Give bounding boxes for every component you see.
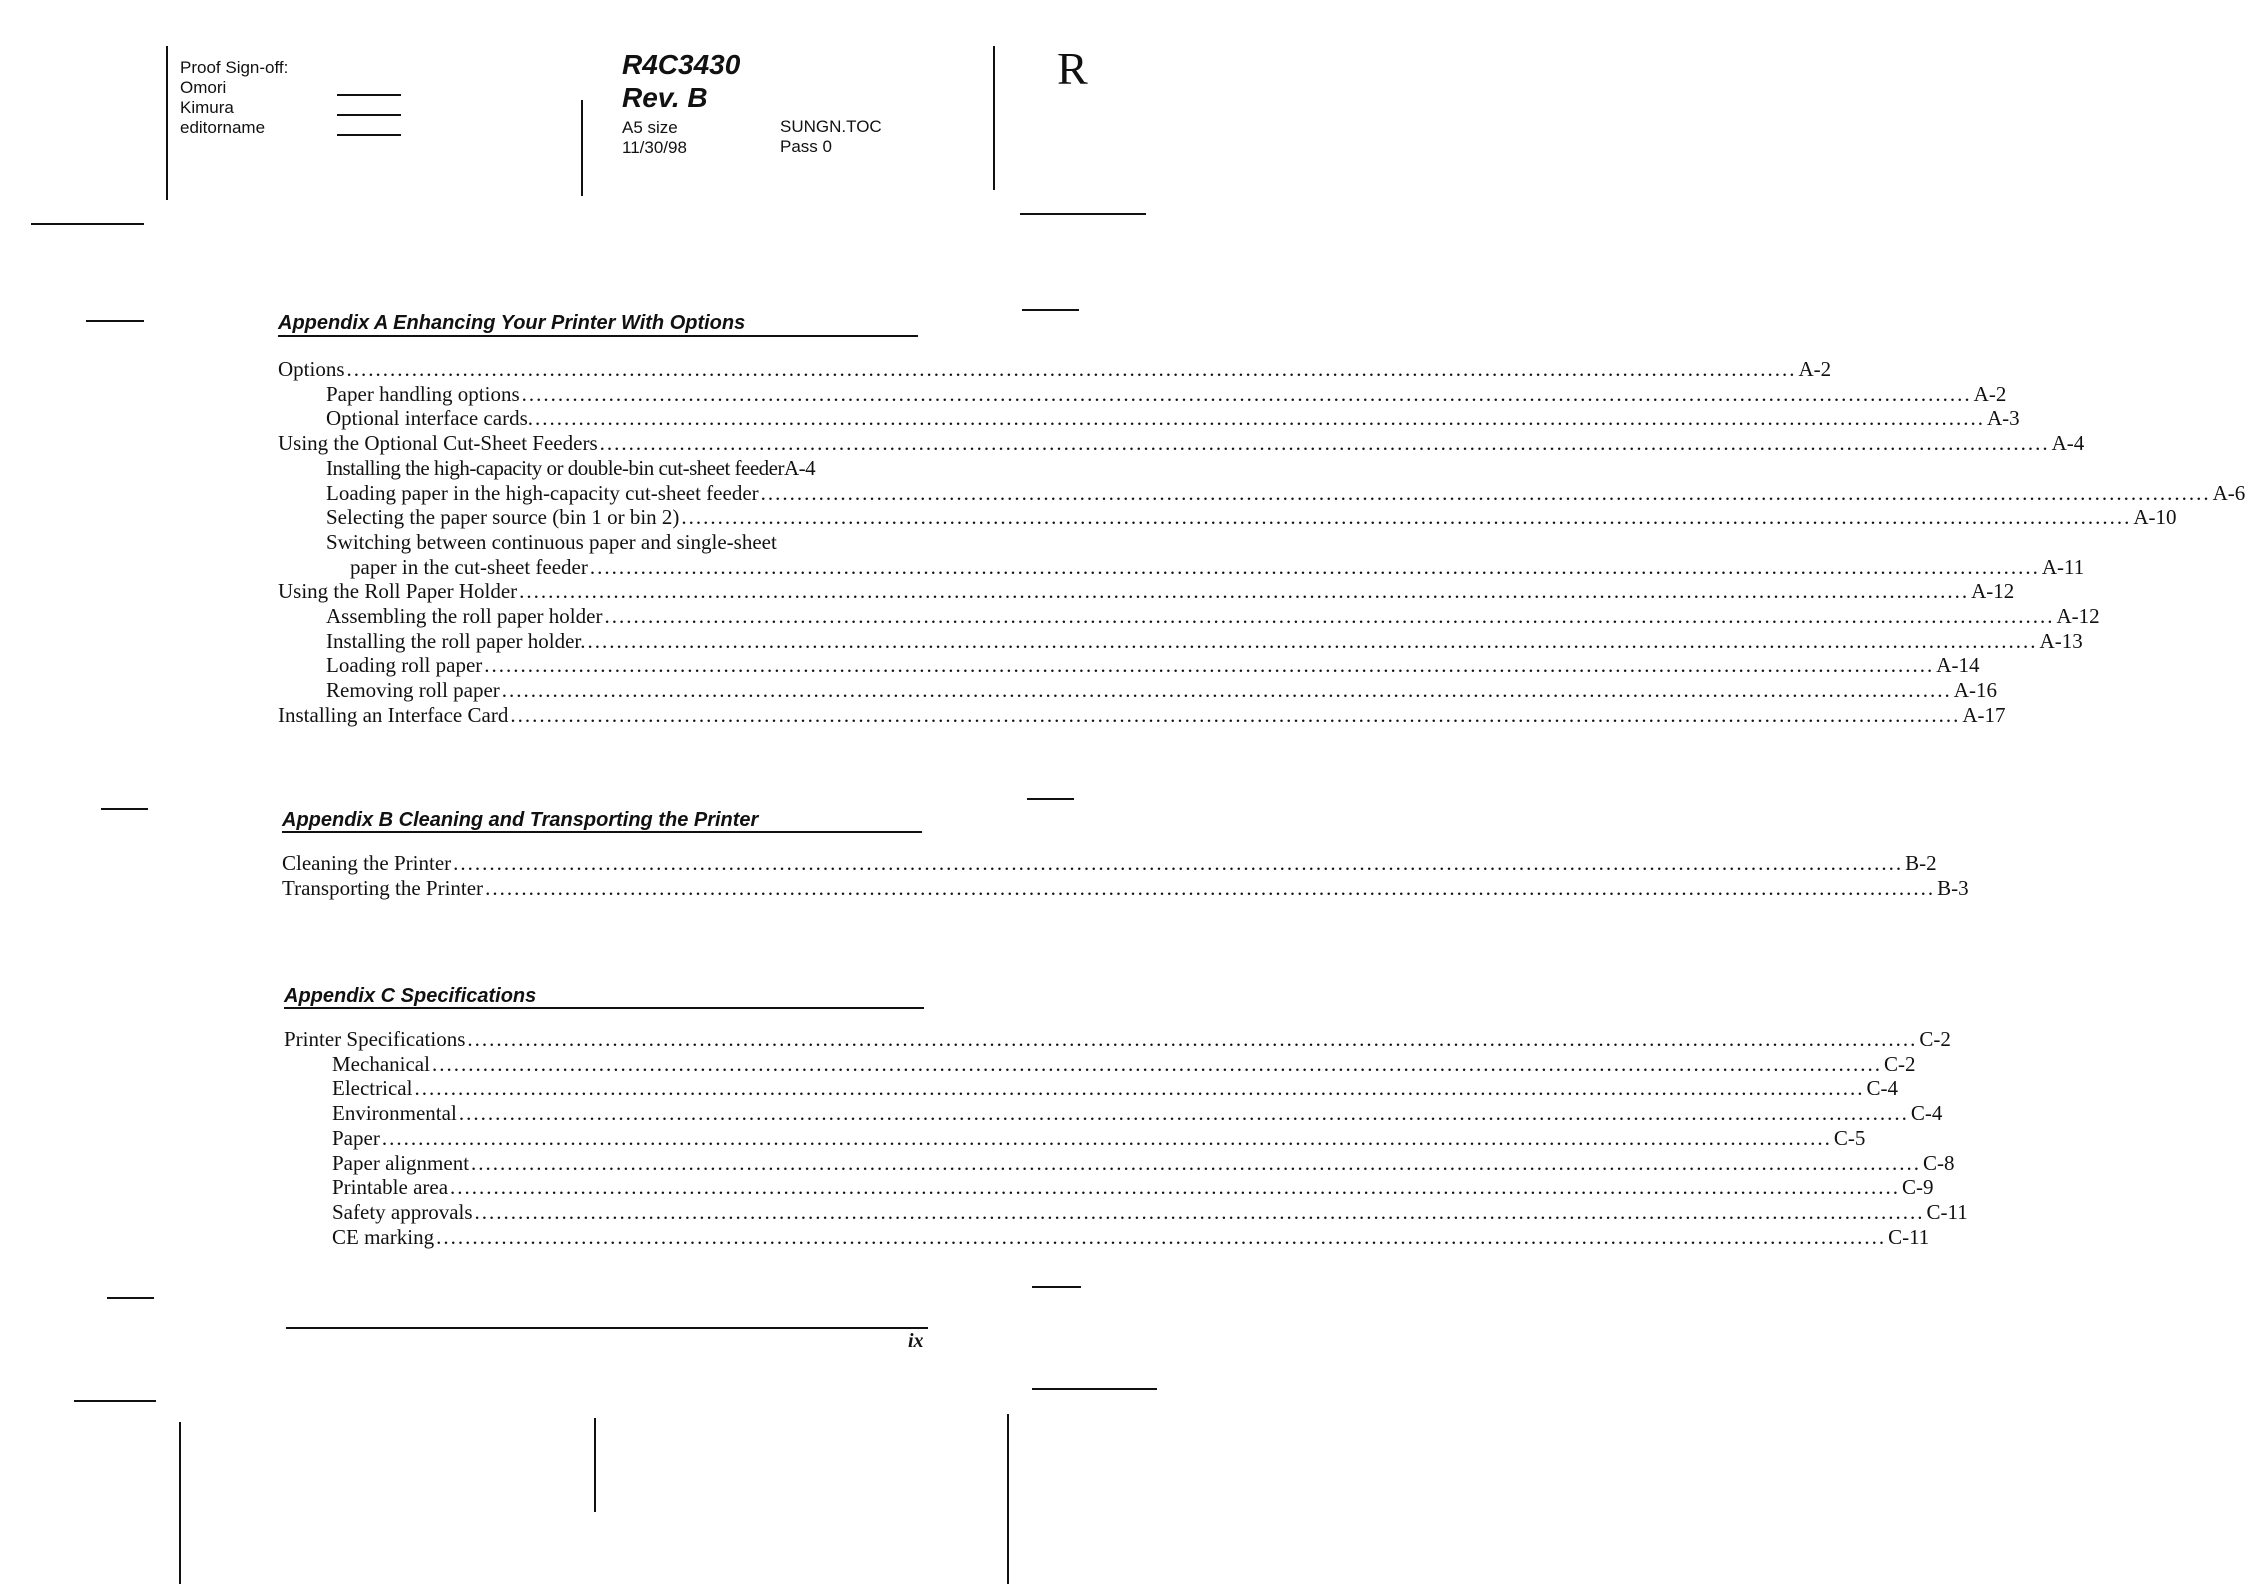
dot-leader: ........................................................................................................................................................................................................ xyxy=(471,1150,1922,1175)
dot-leader: ........................................................................................................................................................................................................ xyxy=(760,480,2211,505)
toc-entry-title: Loading roll paper xyxy=(326,653,483,678)
crop-mark xyxy=(1020,213,1146,215)
toc-entry[interactable] xyxy=(278,406,2020,431)
toc-entry-title: Using the Roll Paper Holder xyxy=(278,579,518,604)
toc-entry[interactable] xyxy=(278,431,2085,456)
proof-signoff xyxy=(180,58,288,138)
signoff-line-omori xyxy=(337,94,401,96)
crop-mark xyxy=(1032,1388,1157,1390)
toc-list-appendix-b xyxy=(282,851,1969,900)
section-title-appendix-b: Appendix B Cleaning and Transporting the Printer xyxy=(282,809,759,831)
toc-entry-page: B-3 xyxy=(1937,875,1969,900)
toc-entry-page: C-9 xyxy=(1902,1175,1934,1200)
toc-entry[interactable] xyxy=(278,653,1980,678)
toc-entry[interactable] xyxy=(284,1051,1916,1077)
section-rule xyxy=(282,831,922,833)
footer-rule xyxy=(286,1327,928,1329)
dot-leader: ........................................................................................................................................................................................................ xyxy=(535,406,1985,431)
toc-entry-title: Safety approvals xyxy=(332,1199,473,1224)
crop-mark xyxy=(107,1297,154,1299)
toc-entry-page: A-3 xyxy=(1987,406,2020,431)
toc-entry[interactable] xyxy=(284,1224,1930,1250)
toc-entry[interactable] xyxy=(282,851,1937,876)
dot-leader: ........................................................................................................................................................................................................ xyxy=(521,381,1972,406)
toc-entry-page: C-11 xyxy=(1926,1199,1968,1224)
dot-leader: ........................................................................................................................................................................................................ xyxy=(458,1101,1909,1126)
dot-leader: ........................................................................................................................................................................................................ xyxy=(485,875,1936,900)
proof-signoff-label: Proof Sign-off: xyxy=(180,58,289,77)
crop-mark xyxy=(86,320,144,322)
dot-leader: ........................................................................................................................................................................................................ xyxy=(589,554,2040,579)
toc-entry-title: Transporting the Printer xyxy=(282,875,484,900)
toc-entry[interactable] xyxy=(278,456,904,481)
toc-entry[interactable] xyxy=(278,554,2085,580)
section-rule xyxy=(278,335,918,337)
document-code: R4C3430 xyxy=(622,49,741,80)
header-right-divider xyxy=(993,46,995,190)
toc-entry[interactable] xyxy=(278,357,1832,382)
toc-entry[interactable] xyxy=(278,678,1997,703)
toc-entry-page: A-11 xyxy=(2041,554,2085,579)
toc-entry-page: C-5 xyxy=(1833,1125,1866,1150)
dot-leader: ........................................................................................................................................................................................................ xyxy=(604,604,2055,629)
toc-entry-page: C-2 xyxy=(1883,1051,1916,1076)
toc-entry-title: Removing roll paper xyxy=(326,678,500,703)
document-file: SUNGN.TOC xyxy=(780,117,882,136)
dot-leader: ........................................................................................................................................................................................................ xyxy=(431,1051,1882,1076)
toc-entry-title: Installing the high-capacity or double-bin cut-sheet feeder xyxy=(326,455,784,480)
toc-entry[interactable] xyxy=(278,530,904,555)
document-size: A5 size xyxy=(622,118,678,137)
corner-mark: R xyxy=(1057,43,1088,94)
toc-entry-title: Installing the roll paper holder. xyxy=(326,628,586,653)
toc-entry-title: Paper alignment xyxy=(332,1150,470,1175)
toc-entry-title: Cleaning the Printer xyxy=(282,851,452,875)
crop-mark xyxy=(179,1422,181,1584)
toc-entry-page: A-4 xyxy=(2051,431,2085,456)
document-pass: Pass 0 xyxy=(780,137,832,156)
toc-entry-page: C-4 xyxy=(1910,1101,1943,1126)
toc-entry[interactable] xyxy=(278,579,2015,604)
toc-entry-page: A-2 xyxy=(1973,381,2007,406)
toc-entry[interactable] xyxy=(284,1101,1943,1126)
toc-entry-page: A-2 xyxy=(1798,357,1832,381)
toc-entry-page: C-4 xyxy=(1866,1076,1898,1101)
toc-entry[interactable] xyxy=(278,604,2100,629)
toc-entry-page: A-12 xyxy=(2056,604,2100,629)
crop-mark xyxy=(1032,1286,1081,1288)
toc-entry-title: paper in the cut-sheet feeder xyxy=(350,554,588,579)
toc-entry-title: Electrical xyxy=(332,1076,413,1101)
toc-list-appendix-a xyxy=(278,357,2245,728)
toc-entry-page: C-8 xyxy=(1923,1150,1955,1175)
toc-entry-title: Using the Optional Cut-Sheet Feeders xyxy=(278,431,598,456)
toc-entry-title: Optional interface cards. xyxy=(326,406,533,431)
signoff-line-kimura xyxy=(337,114,401,116)
toc-entry-title: CE marking xyxy=(332,1224,435,1249)
signoff-name-editor: editorname xyxy=(180,118,266,137)
crop-mark xyxy=(31,223,144,225)
dot-leader: ........................................................................................................................................................................................................ xyxy=(484,653,1935,678)
toc-entry[interactable] xyxy=(284,1150,1955,1176)
toc-entry[interactable] xyxy=(284,1076,1898,1101)
crop-mark xyxy=(1022,309,1079,311)
section-title-appendix-a: Appendix A Enhancing Your Printer With Options xyxy=(278,312,746,334)
toc-entry-page: A-10 xyxy=(2133,505,2177,530)
dot-leader: ........................................................................................................................................................................................................ xyxy=(519,579,1970,604)
toc-entry-title: Switching between continuous paper and single-sheet xyxy=(326,529,777,554)
dot-leader: ........................................................................................................................................................................................................ xyxy=(510,702,1961,727)
toc-entry[interactable] xyxy=(278,505,2177,530)
toc-entry-page: B-2 xyxy=(1905,851,1937,875)
document-date: 11/30/98 xyxy=(622,138,687,157)
dot-leader: ........................................................................................................................................................................................................ xyxy=(599,431,2050,456)
toc-entry-page: A-6 xyxy=(2212,480,2245,505)
toc-entry[interactable] xyxy=(278,628,2083,654)
dot-leader: ........................................................................................................................................................................................................ xyxy=(453,851,1904,875)
toc-entry-title: Environmental xyxy=(332,1101,457,1126)
toc-entry-page: A-17 xyxy=(1962,702,2006,727)
toc-entry[interactable] xyxy=(278,480,2245,506)
page-number: ix xyxy=(908,1330,924,1352)
section-rule xyxy=(284,1007,924,1009)
toc-entry-title: Loading paper in the high-capacity cut-sheet feeder xyxy=(326,480,759,505)
signoff-line-editor xyxy=(337,134,401,136)
toc-entry-title: Paper handling options xyxy=(326,381,520,406)
dot-leader: ........................................................................................................................................................................................................ xyxy=(436,1224,1887,1249)
header-left-divider xyxy=(166,46,168,200)
toc-entry-page: C-11 xyxy=(1888,1224,1930,1249)
crop-mark xyxy=(594,1418,596,1512)
toc-entry-title: Installing an Interface Card xyxy=(278,702,509,727)
toc-entry[interactable] xyxy=(278,702,2006,728)
toc-entry[interactable] xyxy=(284,1125,1866,1151)
toc-entry-page: A-14 xyxy=(1936,653,1980,678)
dot-leader: ........................................................................................................................................................................................................ xyxy=(501,678,1952,703)
toc-entry-page: C-2 xyxy=(1919,1027,1951,1051)
toc-entry-title: Options xyxy=(278,357,345,381)
dot-leader: ........................................................................................................................................................................................................ xyxy=(346,357,1797,381)
toc-entry-title: Selecting the paper source (bin 1 or bin 2) xyxy=(326,505,680,530)
toc-entry[interactable] xyxy=(284,1175,1934,1200)
crop-mark xyxy=(1007,1414,1009,1584)
signoff-name-omori: Omori xyxy=(180,78,227,97)
toc-entry-page: A-12 xyxy=(1971,579,2015,604)
toc-entry-page: A-16 xyxy=(1953,678,1997,703)
crop-mark xyxy=(74,1400,156,1402)
toc-entry[interactable] xyxy=(282,875,1969,901)
section-title-appendix-c: Appendix C Specifications xyxy=(284,985,537,1007)
dot-leader: ........................................................................................................................................................................................................ xyxy=(474,1199,1925,1224)
dot-leader: ........................................................................................................................................................................................................ xyxy=(381,1125,1832,1150)
toc-entry-page: A-13 xyxy=(2039,628,2083,653)
header-center-divider xyxy=(581,100,583,196)
dot-leader: ........................................................................................................................................................................................................ xyxy=(414,1076,1865,1101)
toc-entry-title: Printable area xyxy=(332,1175,449,1200)
toc-entry[interactable] xyxy=(278,381,2007,407)
dot-leader: ........................................................................................................................................................................................................ xyxy=(587,628,2038,653)
dot-leader: ........................................................................................................................................................................................................ xyxy=(450,1175,1901,1200)
signoff-name-kimura: Kimura xyxy=(180,98,234,117)
dot-leader: ........................................................................................................................................................................................................ xyxy=(467,1027,1918,1051)
toc-entry-page: A-4 xyxy=(783,455,816,480)
toc-list-appendix-c xyxy=(284,1027,1968,1249)
crop-mark xyxy=(101,808,148,810)
toc-entry-title: Assembling the roll paper holder xyxy=(326,604,603,629)
crop-mark xyxy=(1027,798,1074,800)
toc-entry[interactable] xyxy=(284,1199,1968,1225)
dot-leader: ........................................................................................................................................................................................................ xyxy=(681,505,2132,530)
toc-entry-title: Paper xyxy=(332,1125,380,1150)
document-revision: Rev. B xyxy=(622,82,708,113)
toc-entry-title: Mechanical xyxy=(332,1051,430,1076)
toc-entry-title: Printer Specifications xyxy=(284,1027,466,1051)
toc-entry[interactable] xyxy=(284,1027,1951,1052)
